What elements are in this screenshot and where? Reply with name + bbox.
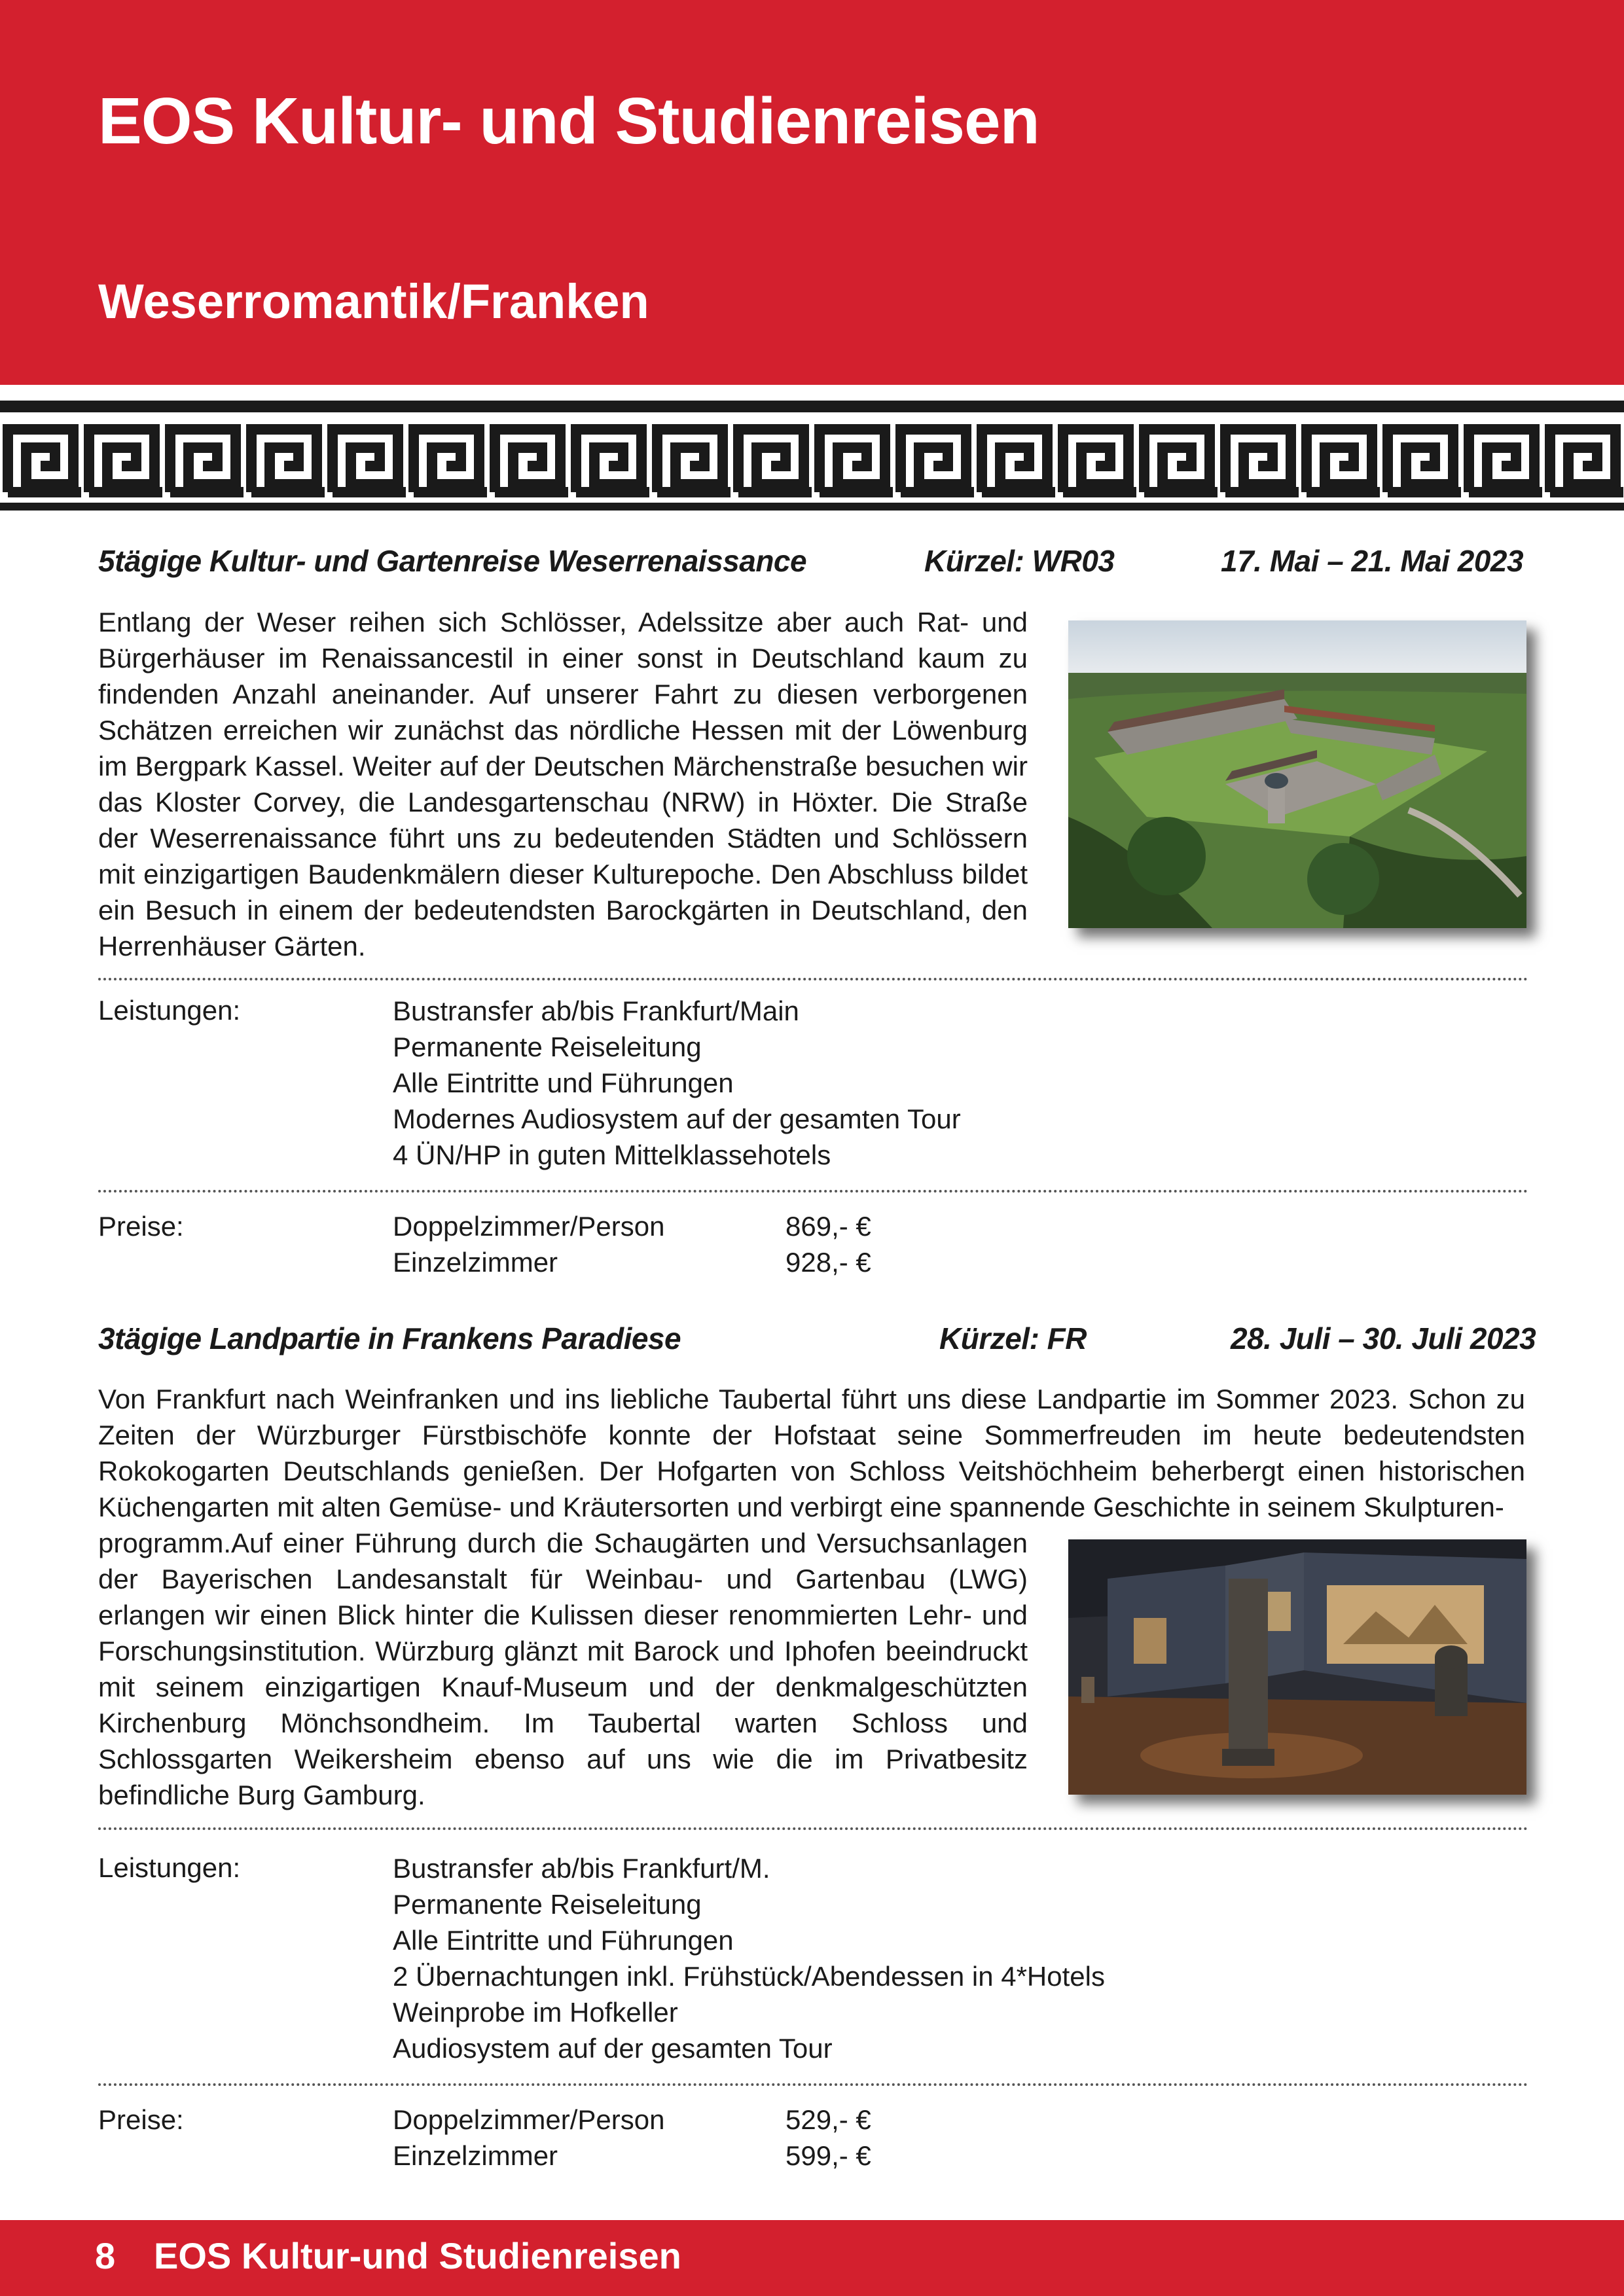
footer-bar — [0, 2220, 1624, 2296]
trip-1-dates: 17. Mai – 21. Mai 2023 — [1221, 544, 1524, 578]
price-row — [393, 1211, 916, 1247]
trip-1-services-list — [393, 993, 961, 1173]
trip-1-prices-label: Preise: — [98, 1211, 184, 1242]
divider — [98, 1827, 1528, 1830]
list-item: Permanente Reiseleitung — [393, 1889, 702, 1920]
price-value: 869,- € — [785, 1211, 871, 1242]
trip-2-prices-label: Preise: — [98, 2104, 184, 2135]
list-item: 2 Übernachtungen inkl. Frühstück/Abendessen in 4*Hotels — [393, 1961, 1105, 1992]
price-value: 928,- € — [785, 1247, 871, 1278]
trip-2-description-full: Von Frankfurt nach Weinfranken und ins liebliche Taubertal führt uns diese Landpartie im Sommer 2023. Schon zu Zeiten der Würzburger Fürstbischöfe konnte der Hofstaat seine Sommerfreuden im heute bedeutendsten Rokokogarten Deutschlands genießen. Der Hofgarten von Schloss Veitshöchheim beherbergt einen historischen Küchengarten mit alten Gemüse- und Kräutersorten und verbirgt eine spannende Geschichte in seinem Skulpturen- — [98, 1384, 1525, 1522]
castle-aerial-photo — [1068, 620, 1526, 928]
list-item: Alle Eintritte und Führungen — [393, 1067, 734, 1098]
price-value: 599,- € — [785, 2140, 871, 2171]
page-subtitle: Weserromantik/Franken — [98, 274, 649, 329]
trip-2-dates: 28. Juli – 30. Juli 2023 — [1231, 1321, 1536, 1355]
trip-2-services-list — [393, 1850, 1105, 2066]
list-item: Weinprobe im Hofkeller — [393, 1997, 678, 2028]
trip-2-description-narrow: programm.Auf einer Führung durch die Schaugärten und Versuchsanlagen der Bayerischen Landesanstalt für Weinbau- und Gartenbau (LWG) erlangen wir einen Blick hinter die Kulissen dieser renommierten Lehr- und Forschungsinstitution. Würzburg glänzt mit Barock und Iphofen beeindruckt mit seinem einzigartigen Knauf-Museum und der denkmalgeschützten Kirchenburg Mönchsondheim. Im Taubertal warten Schloss und Schlossgarten Weikersheim ebenso auf uns wie die im Privatbesitz befindliche Burg Gamburg. — [98, 1528, 1028, 1810]
museum-hall-photo — [1068, 1539, 1526, 1795]
trip-2-services-label: Leistungen: — [98, 1852, 241, 1883]
room-type: Doppelzimmer/Person — [393, 2104, 665, 2135]
list-item: Bustransfer ab/bis Frankfurt/Main — [393, 996, 799, 1026]
price-row — [393, 2104, 916, 2140]
room-type: Einzelzimmer — [393, 2140, 558, 2171]
trip-1-description: Entlang der Weser reihen sich Schlösser, Adelssitze aber auch Rat- und Bürgerhäuser im Renaissancestil in einer sonst in Deutschland kaum zu findenden Anzahl aneinander. Auf unserer Fahrt zu diesen verborgenen Schätzen erreichen wir zunächst das nördliche Hessen mit der Löwenburg im Bergpark Kassel. Weiter auf der Deutschen Märchenstraße besuchen wir das Kloster Corvey, die Landesgartenschau (NRW) in Höxter. Die Straße der Weserrenaissance führt uns zu bedeutenden Städten und Schlössern mit einzigartigen Baudenkmälern dieser Kulturepoche. Den Abschluss bildet ein Besuch in einem der bedeutendsten Barockgärten in Deutschland, den Herrenhäuser Gärten. — [98, 607, 1028, 961]
trip-2-title: 3tägige Landpartie in Frankens Paradiese — [98, 1321, 681, 1355]
border-stripe-bottom — [0, 503, 1624, 511]
divider — [98, 1190, 1528, 1193]
footer-title: EOS Kultur-und Studienreisen — [154, 2235, 681, 2276]
trip-2-code: Kürzel: FR — [939, 1321, 1087, 1355]
list-item: 4 ÜN/HP in guten Mittelklassehotels — [393, 1139, 831, 1170]
list-item: Permanente Reiseleitung — [393, 1031, 702, 1062]
list-item: Modernes Audiosystem auf der gesamten Tour — [393, 1103, 961, 1134]
list-item: Audiosystem auf der gesamten Tour — [393, 2033, 833, 2064]
divider — [98, 978, 1528, 980]
divider — [98, 2083, 1528, 2086]
page-number: 8 — [95, 2235, 116, 2276]
trip-1-code: Kürzel: WR03 — [924, 544, 1115, 578]
room-type: Doppelzimmer/Person — [393, 1211, 665, 1242]
trip-1-services-label: Leistungen: — [98, 995, 241, 1026]
border-stripe-top — [0, 401, 1624, 412]
room-type: Einzelzimmer — [393, 1247, 558, 1278]
greek-key-border — [0, 422, 1624, 497]
list-item: Alle Eintritte und Führungen — [393, 1925, 734, 1956]
price-value: 529,- € — [785, 2104, 871, 2135]
list-item: Bustransfer ab/bis Frankfurt/M. — [393, 1853, 770, 1884]
trip-1-title: 5tägige Kultur- und Gartenreise Weserrenaissance — [98, 544, 807, 578]
header-banner — [0, 0, 1624, 385]
price-row — [393, 2140, 916, 2176]
price-row — [393, 1247, 916, 1283]
page-title: EOS Kultur- und Studienreisen — [98, 84, 1039, 158]
